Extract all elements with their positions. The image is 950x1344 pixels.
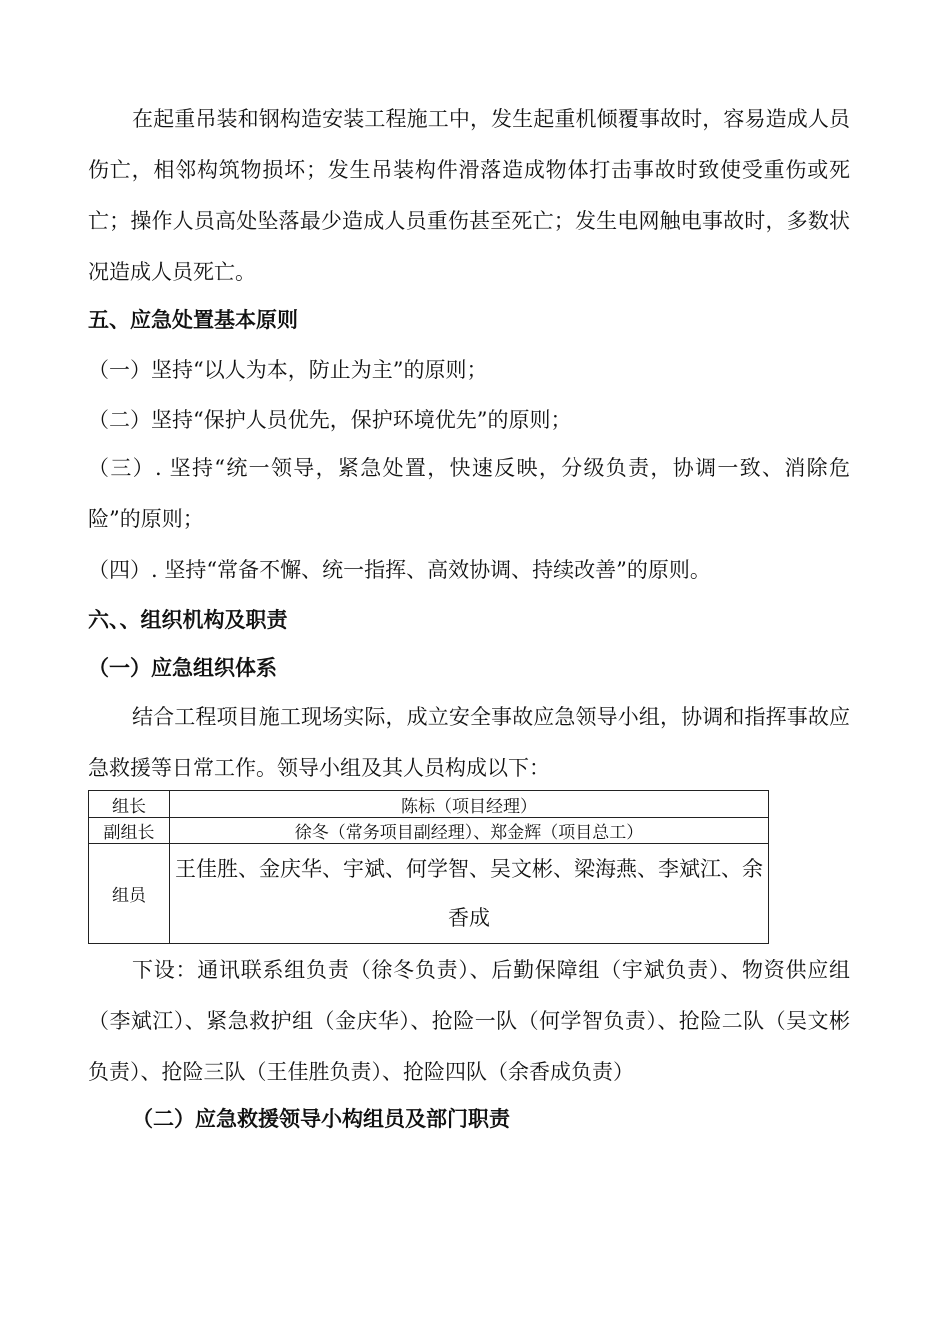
members-cell: 王佳胜、金庆华、宇斌、何学智、吴文彬、梁海燕、李斌江、余香成 xyxy=(170,844,769,944)
section6-sub1-text: 结合工程项目施工现场实际，成立安全事故应急领导小组，协调和指挥事故应急救援等日常工作。领导小组及其人员构成以下： xyxy=(88,705,850,780)
section6-teams-text: 下设：通讯联系组负责（徐冬负责）、后勤保障组（宇斌负责）、物资供应组（李斌江）、紧急救护组（金庆华）、抢险一队（何学智负责）、抢险二队（吴文彬负责）、抢险三队（王佳胜负责）、抢险四队（余香成负责） xyxy=(88,958,850,1084)
table-row xyxy=(89,844,769,944)
section6-sub2-title: （二）应急救援领导小构组员及部门职责 xyxy=(132,1106,510,1131)
table-row xyxy=(89,791,769,818)
value-cell: 徐冬（常务项目副经理）、郑金辉（项目总工） xyxy=(170,818,769,844)
value-cell: 陈标（项目经理） xyxy=(170,791,769,818)
section5-item-4: （四）. 坚持“常备不懈、统一指挥、高效协调、持续改善”的原则。 xyxy=(88,558,711,582)
section5-item-3: （三）. 坚持“统一领导，紧急处置，快速反映，分级负责，协调一致、消除危险”的原则； xyxy=(88,456,850,531)
section6-sub1-title: （一）应急组织体系 xyxy=(88,655,277,680)
section6-title: 六、、组织机构及职责 xyxy=(88,607,288,632)
role-cell: 副组长 xyxy=(89,818,170,844)
role-cell: 组长 xyxy=(89,791,170,818)
section5-item-1: （一）坚持“以人为本，防止为主”的原则； xyxy=(88,358,488,382)
section5-item-2: （二）坚持“保护人员优先，保护环境优先”的原则； xyxy=(88,408,572,432)
intro-paragraph: 在起重吊装和钢构造安装工程施工中，发生起重机倾覆事故时，容易造成人员伤亡，相邻构筑物损坏；发生吊装构件滑落造成物体打击事故时致使受重伤或死亡；操作人员高处坠落最少造成人员重伤甚至死亡；发生电网触电事故时，多数状况造成人员死亡。 xyxy=(88,107,850,284)
table-row xyxy=(89,818,769,844)
section5-title: 五、应急处置基本原则 xyxy=(88,307,298,332)
org-table xyxy=(88,790,769,944)
role-cell: 组员 xyxy=(89,844,170,944)
